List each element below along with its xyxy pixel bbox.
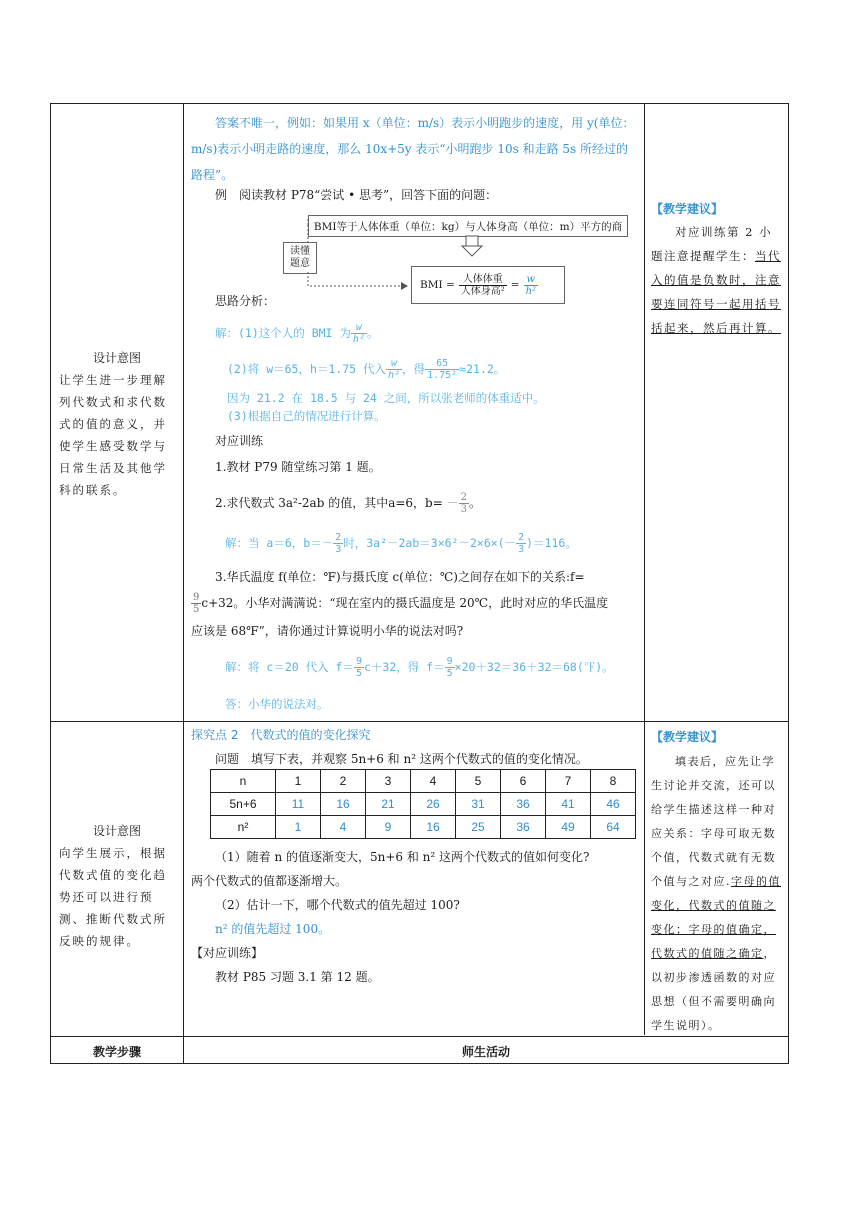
table-header-row xyxy=(211,770,636,793)
formula-numerator: 人体体重 xyxy=(459,274,507,286)
answer-paragraph: 答案不唯一，例如：如果用 x（单位：m/s）表示小明跑步的速度，用 y(单位：m/s)表示小明走路的速度，那么 10x+5y 表示“小明跑步 10s 和走路 5s 所经过的路程”。 xyxy=(191,116,635,182)
table-cell: 9 xyxy=(366,816,411,839)
table-cell: 1 xyxy=(276,816,321,839)
formula-fraction xyxy=(459,274,507,297)
design-intent-title-2: 设计意图 xyxy=(92,824,141,838)
formula-w: w xyxy=(524,274,538,286)
ans2-text: 解：当 a＝6，b＝－ xyxy=(225,536,334,550)
table-header-cell: 2 xyxy=(321,770,366,793)
table-header-cell: 7 xyxy=(546,770,591,793)
table-header-cell: 6 xyxy=(501,770,546,793)
subquestion-2: （2）估计一下，哪个代数式的值先超过 100? xyxy=(215,898,460,912)
table-cell: 49 xyxy=(546,816,591,839)
sol2-mid: ，得 xyxy=(402,362,426,376)
sol1-text: 解：(1)这个人的 BMI 为 xyxy=(215,326,351,340)
column-divider-left xyxy=(183,104,184,1063)
formula-equals: = xyxy=(510,279,520,291)
advice-2-plain: 填表后，应先让学生讨论并交流，还可以给学生描述这样一种对应关系：字母可取无数个值，代数式就有无数个值与之对应. xyxy=(651,755,776,888)
ans3-den2: 5 xyxy=(446,668,453,679)
row-label: n² xyxy=(211,816,276,839)
formula-h: h² xyxy=(525,285,537,297)
q3-den: 5 xyxy=(193,604,200,615)
table-cell: 36 xyxy=(501,816,546,839)
training-label-1: 对应训练 xyxy=(215,434,264,448)
training-label-2: 【对应训练】 xyxy=(191,946,264,960)
sol2-den: h² xyxy=(388,370,401,381)
ans3-num: 9 xyxy=(355,656,362,667)
table-cell: 31 xyxy=(456,793,501,816)
teaching-advice-text-1 xyxy=(651,220,783,340)
analysis-label: 思路分析： xyxy=(215,294,276,308)
ans2-num: 2 xyxy=(335,532,342,543)
lesson-table xyxy=(50,103,789,1064)
question-3-line-2 xyxy=(191,592,608,615)
formula-wh-fraction xyxy=(524,274,538,297)
ans3-num2: 9 xyxy=(446,656,453,667)
sol1-num: w xyxy=(351,322,367,334)
ans3-fraction-1 xyxy=(354,656,364,679)
read-question-box: 读懂题意 xyxy=(283,242,317,274)
ans2-den2: 3 xyxy=(518,544,525,555)
table-cell: 21 xyxy=(366,793,411,816)
table-cell: 64 xyxy=(591,816,636,839)
answer-3 xyxy=(225,656,614,679)
table-cell: 4 xyxy=(321,816,366,839)
table-cell: 25 xyxy=(456,816,501,839)
advice-2-end: ，以初步渗透函数的对应思想（但不需要明确向学生说明）。 xyxy=(651,947,776,1032)
ans2-num2: 2 xyxy=(518,532,525,543)
table-cell: 46 xyxy=(591,793,636,816)
sol2-num2: 65 xyxy=(425,358,459,370)
sol1-den: h² xyxy=(352,334,365,345)
ans2-den: 3 xyxy=(335,544,342,555)
example-line: 例 阅读教材 P78“尝试 • 思考”，回答下面的问题： xyxy=(215,188,498,202)
question-3-line-1: 3.华氏温度 f(单位：℉)与摄氏度 c(单位：℃)之间存在如下的关系:f= xyxy=(215,570,585,584)
sol2-num: w xyxy=(386,358,402,370)
teaching-advice-title-2: 【教学建议】 xyxy=(651,730,724,744)
footer-teaching-steps: 教学步骤 xyxy=(92,1045,141,1059)
table-header-cell: 1 xyxy=(276,770,321,793)
answer-3-line-2: 答：小华的说法对。 xyxy=(225,697,329,711)
ans3-mid: c＋32，得 f＝ xyxy=(364,660,445,674)
advice-1-plain: 对应训练第 2 小题注意提醒学生： xyxy=(651,225,773,263)
bmi-definition-box: BMI等于人体体重（单位：kg）与人体身高（单位：m）平方的商 xyxy=(308,215,628,237)
table-row xyxy=(211,793,636,816)
teaching-advice-text-2 xyxy=(651,750,783,1038)
ans3-fraction-2 xyxy=(445,656,455,679)
row-divider xyxy=(51,721,788,722)
problem-statement: 问题 填写下表，并观察 5n+6 和 n² 这两个代数式的值的变化情况。 xyxy=(215,752,588,766)
ans2-mid: 时，3a²－2ab＝3×6²－2×6×(－ xyxy=(343,536,517,550)
value-table xyxy=(210,769,636,839)
sol2-den2: 1.75² xyxy=(427,370,458,381)
bmi-formula-box xyxy=(411,266,565,304)
formula-lhs: BMI = xyxy=(420,279,455,291)
q3-mid: c+32。小华对满满说：“现在室内的摄氏温度是 20℃，此时对应的华氏温度 xyxy=(201,596,609,610)
ans2-fraction-1 xyxy=(333,532,343,555)
table-cell: 16 xyxy=(321,793,366,816)
design-intent-text-2: 向学生展示，根据代数式值的变化趋势还可以进行预测、推断代数式所反映的规律。 xyxy=(59,846,167,948)
table-header-cell: 8 xyxy=(591,770,636,793)
section-title-2: 探究点 2 代数式的值的变化探究 xyxy=(191,728,371,742)
ans3-end: ×20＋32＝36＋32＝68(℉)。 xyxy=(454,660,614,674)
q2-num: 2 xyxy=(460,492,468,503)
q3-fraction xyxy=(191,592,201,615)
solution-part-2 xyxy=(227,358,505,381)
row-label: 5n+6 xyxy=(211,793,276,816)
solution-part-1 xyxy=(215,322,378,345)
formula-denominator: 人体身高² xyxy=(460,285,505,297)
sol2-fraction-1 xyxy=(386,358,402,381)
ans3-text: 解：将 c＝20 代入 f＝ xyxy=(225,660,354,674)
ans2-fraction-2 xyxy=(516,532,526,555)
training-item-2: 教材 P85 习题 3.1 第 12 题。 xyxy=(215,970,380,984)
q2-den: 3 xyxy=(460,504,468,515)
table-row xyxy=(211,816,636,839)
column-divider-right xyxy=(644,104,645,1035)
design-intent-text-1: 让学生进一步理解列代数式和求代数式的值的意义，并使学生感受数学与日常生活及其他学科的联系。 xyxy=(59,373,167,497)
question-1: 1.教材 P79 随堂练习第 1 题。 xyxy=(215,460,381,474)
table-cell: 36 xyxy=(501,793,546,816)
advice-2-underlined: 字母的值变化，代数式的值随之变化；字母的值确定，代数式的值随之确定 xyxy=(651,875,781,960)
subanswer-2: n² 的值先超过 100。 xyxy=(215,922,331,936)
sol2-end: ≈21.2。 xyxy=(459,362,506,376)
solution-part-3: (3)根据自己的情况进行计算。 xyxy=(227,409,386,423)
q3-num: 9 xyxy=(193,592,200,603)
table-cell: 16 xyxy=(411,816,456,839)
answer-2 xyxy=(225,532,577,555)
table-cell: 11 xyxy=(276,793,321,816)
footer-teacher-student-activity: 师生活动 xyxy=(461,1045,510,1059)
table-cell: 26 xyxy=(411,793,456,816)
sol2-fraction-2 xyxy=(425,358,459,381)
question-3-line-3: 应该是 68℉”，请你通过计算说明小华的说法对吗? xyxy=(191,624,464,638)
table-header-cell: 4 xyxy=(411,770,456,793)
ans3-den: 5 xyxy=(355,668,362,679)
q2-text: 2.求代数式 3a²-2ab 的值，其中a=6，b= xyxy=(215,496,443,510)
sol2-text: (2)将 w＝65，h＝1.75 代入 xyxy=(227,362,387,376)
advice-1-underlined: 当代入的值是负数时，注意要连同符号一起用括号括起来，然后再计算。 xyxy=(651,249,781,335)
table-header-cell: 5 xyxy=(456,770,501,793)
table-header-cell: n xyxy=(211,770,276,793)
sol1-end: 。 xyxy=(366,326,379,340)
question-2: 2.求代数式 3a²-2ab 的值，其中a=6，b= － $\frac{2}{3}$ 。 xyxy=(215,492,482,515)
teaching-advice-title-1: 【教学建议】 xyxy=(651,202,724,216)
subquestion-1: （1）随着 n 的值逐渐变大，5n+6 和 n² 这两个代数式的值如何变化? xyxy=(215,850,590,864)
table-cell: 41 xyxy=(546,793,591,816)
ans2-end: )＝116。 xyxy=(526,536,577,550)
q2-fraction xyxy=(459,492,469,515)
design-intent-title-1: 设计意图 xyxy=(92,351,141,365)
sol1-fraction xyxy=(351,322,367,345)
q2-end: 。 xyxy=(469,496,482,510)
table-header-cell: 3 xyxy=(366,770,411,793)
solution-part-2-line2: 因为 21.2 在 18.5 与 24 之间，所以张老师的体重适中。 xyxy=(227,391,545,405)
subanswer-1: 两个代数式的值都逐渐增大。 xyxy=(191,874,348,888)
